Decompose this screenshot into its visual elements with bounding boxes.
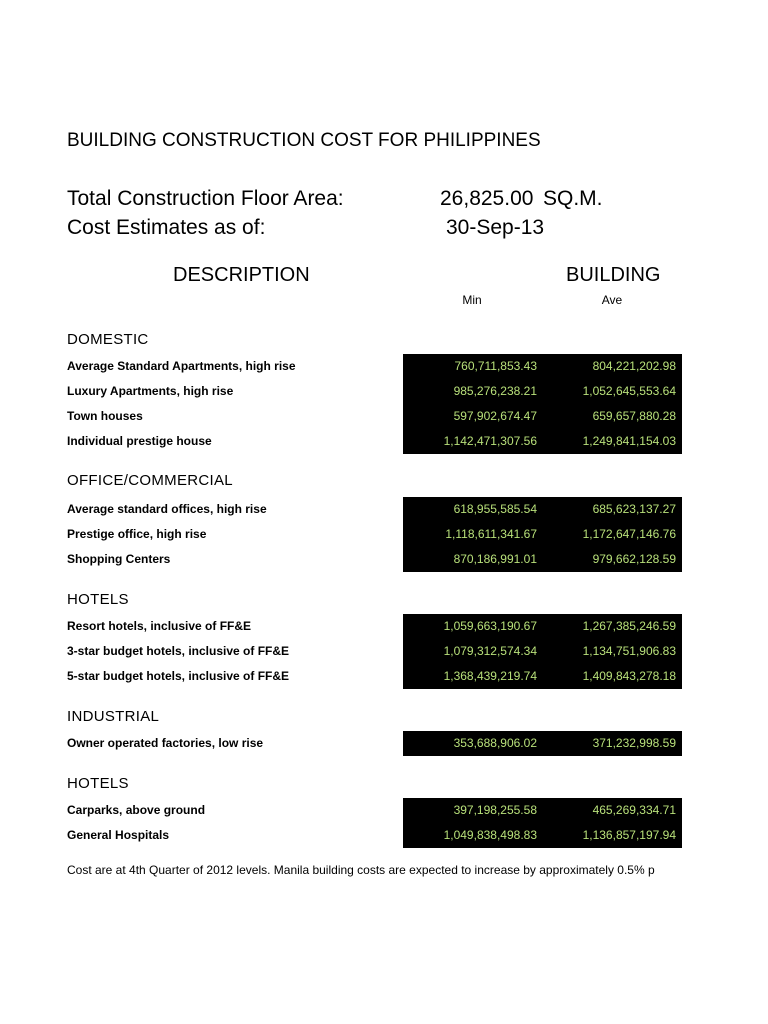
min-cost-cell: 1,118,611,341.67	[445, 527, 537, 541]
min-column-header: Min	[462, 293, 482, 307]
floor-area-value: 26,825.00	[440, 187, 534, 210]
ave-cost-cell: 1,172,647,146.76	[582, 527, 676, 541]
row-label: 5-star budget hotels, inclusive of FF&E	[67, 669, 290, 683]
section-heading: DOMESTIC	[67, 331, 149, 348]
building-header: BUILDING	[566, 264, 661, 286]
min-cost-cell: 618,955,585.54	[453, 502, 537, 516]
section-heading: HOTELS	[67, 591, 129, 608]
row-label: Luxury Apartments, high rise	[67, 384, 234, 398]
min-cost-cell: 1,079,312,574.34	[443, 644, 537, 658]
floor-area-unit: SQ.M.	[543, 187, 603, 210]
min-cost-cell: 1,142,471,307.56	[443, 434, 537, 448]
row-label: Shopping Centers	[67, 552, 171, 566]
min-cost-cell: 760,711,853.43	[454, 359, 537, 373]
row-label: Average standard offices, high rise	[67, 502, 267, 516]
ave-cost-cell: 371,232,998.59	[592, 736, 676, 750]
min-cost-cell: 1,059,663,190.67	[443, 619, 537, 633]
cost-date-value: 30-Sep-13	[446, 216, 545, 239]
min-cost-cell: 597,902,674.47	[453, 409, 537, 423]
ave-cost-cell: 804,221,202.98	[592, 359, 676, 373]
ave-cost-cell: 465,269,334.71	[592, 803, 676, 817]
min-cost-cell: 870,186,991.01	[453, 552, 537, 566]
ave-cost-cell: 1,136,857,197.94	[582, 828, 676, 842]
floor-area-label: Total Construction Floor Area:	[67, 187, 344, 210]
ave-column-header: Ave	[601, 293, 623, 307]
row-label: Carparks, above ground	[67, 803, 206, 817]
ave-cost-cell: 1,409,843,278.18	[582, 669, 676, 683]
row-label: Town houses	[67, 409, 143, 423]
row-label: Individual prestige house	[67, 434, 212, 448]
ave-cost-cell: 1,249,841,154.03	[582, 434, 676, 448]
ave-cost-cell: 659,657,880.28	[592, 409, 676, 423]
min-cost-cell: 353,688,906.02	[453, 736, 537, 750]
row-label: General Hospitals	[67, 828, 170, 842]
section-heading: OFFICE/COMMERCIAL	[67, 472, 233, 489]
section-heading: INDUSTRIAL	[67, 708, 160, 725]
row-label: Prestige office, high rise	[67, 527, 207, 541]
ave-cost-cell: 979,662,128.59	[592, 552, 676, 566]
ave-cost-cell: 685,623,137.27	[592, 502, 676, 516]
min-cost-cell: 1,368,439,219.74	[443, 669, 537, 683]
description-header: DESCRIPTION	[173, 264, 310, 286]
section-heading: HOTELS	[67, 775, 129, 792]
ave-cost-cell: 1,267,385,246.59	[582, 619, 676, 633]
footnote: Cost are at 4th Quarter of 2012 levels. Manila building costs are expected to increase by approximately 0.5% p	[67, 863, 655, 877]
page-title: BUILDING CONSTRUCTION COST FOR PHILIPPINES	[67, 130, 541, 151]
cost-date-label: Cost Estimates as of:	[67, 216, 266, 239]
min-cost-cell: 985,276,238.21	[453, 384, 537, 398]
row-label: Average Standard Apartments, high rise	[67, 359, 296, 373]
ave-cost-cell: 1,052,645,553.64	[582, 384, 676, 398]
min-cost-cell: 397,198,255.58	[453, 803, 537, 817]
row-label: Owner operated factories, low rise	[67, 736, 264, 750]
row-label: 3-star budget hotels, inclusive of FF&E	[67, 644, 290, 658]
min-cost-cell: 1,049,838,498.83	[443, 828, 537, 842]
row-label: Resort hotels, inclusive of FF&E	[67, 619, 252, 633]
ave-cost-cell: 1,134,751,906.83	[582, 644, 676, 658]
